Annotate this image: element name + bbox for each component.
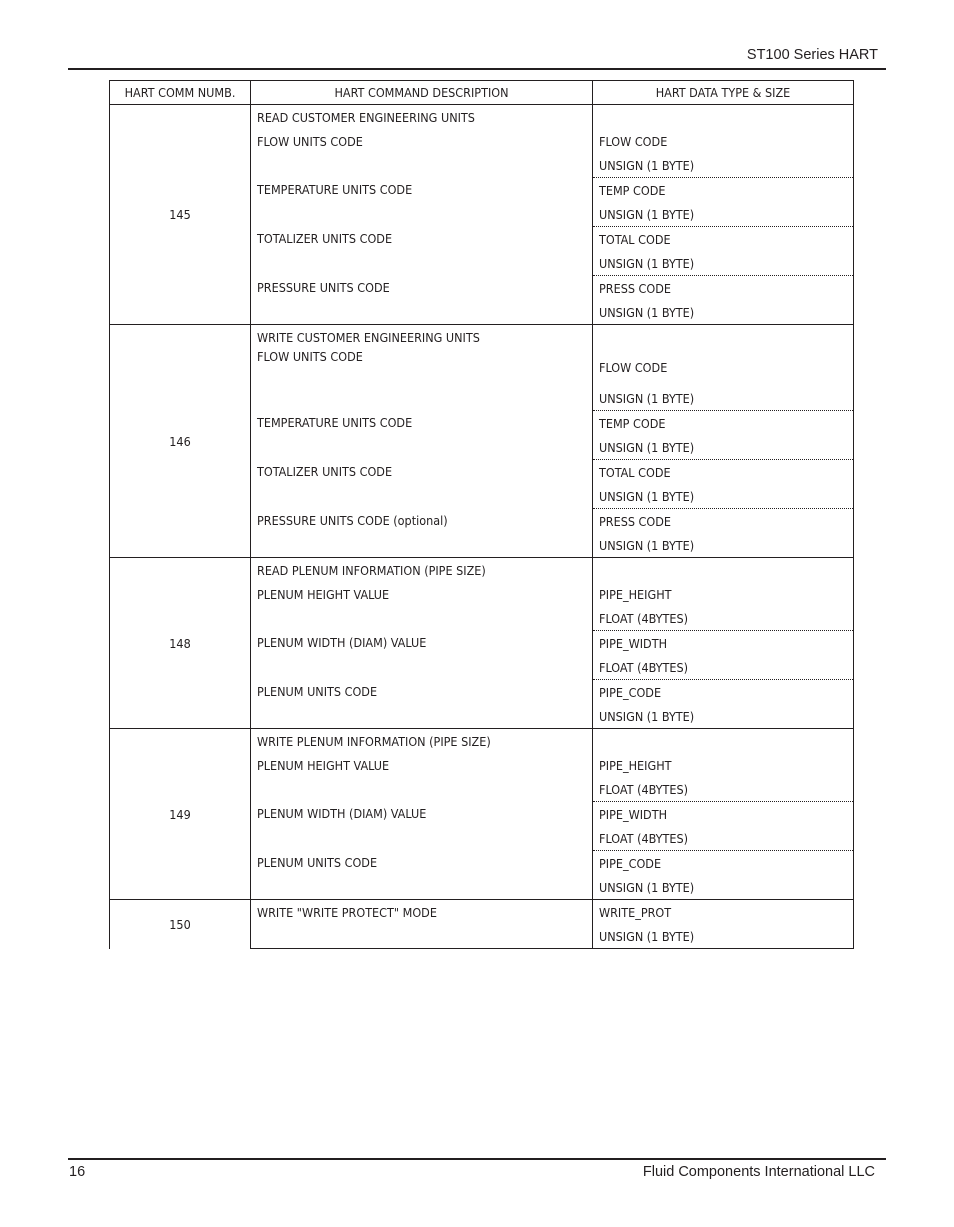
running-header: [68, 46, 886, 70]
table-row: [110, 900, 854, 925]
command-description: [251, 533, 593, 558]
command-description: PRESSURE UNITS CODE: [251, 276, 593, 301]
data-type: TOTAL CODE: [593, 227, 854, 252]
data-type: TEMP CODE: [593, 178, 854, 203]
command-description: TEMPERATURE UNITS CODE: [251, 178, 593, 203]
command-description: FLOW UNITS CODE: [251, 129, 593, 153]
command-description: WRITE "WRITE PROTECT" MODE: [251, 900, 593, 925]
data-type: UNSIGN (1 BYTE): [593, 533, 854, 558]
data-type: UNSIGN (1 BYTE): [593, 875, 854, 900]
data-type: UNSIGN (1 BYTE): [593, 435, 854, 460]
command-description: TEMPERATURE UNITS CODE: [251, 411, 593, 436]
data-type: [593, 729, 854, 754]
command-description: PLENUM UNITS CODE: [251, 851, 593, 876]
page-number: 16: [69, 1164, 86, 1180]
command-description: PLENUM WIDTH (DIAM) VALUE: [251, 802, 593, 827]
data-type: [593, 558, 854, 583]
data-type: UNSIGN (1 BYTE): [593, 202, 854, 227]
command-description: PRESSURE UNITS CODE (optional): [251, 509, 593, 534]
command-number: 145: [110, 105, 251, 325]
data-type: TOTAL CODE: [593, 460, 854, 485]
command-description: [251, 924, 593, 949]
document-title: ST100 Series HART: [746, 47, 878, 63]
command-description: [251, 300, 593, 325]
hart-command-table: [109, 80, 854, 949]
table-row: [110, 729, 854, 754]
table-row: [110, 105, 854, 130]
command-description: PLENUM HEIGHT VALUE: [251, 582, 593, 606]
data-type: FLOAT (4BYTES): [593, 655, 854, 680]
command-description: PLENUM WIDTH (DIAM) VALUE: [251, 631, 593, 656]
data-type: PRESS CODE: [593, 509, 854, 534]
command-description: [251, 826, 593, 851]
column-header-comm-numb: HART COMM NUMB.: [110, 81, 251, 105]
command-description: READ PLENUM INFORMATION (PIPE SIZE): [251, 558, 593, 583]
command-description: PLENUM HEIGHT VALUE: [251, 753, 593, 777]
data-type: PRESS CODE: [593, 276, 854, 301]
data-type: UNSIGN (1 BYTE): [593, 251, 854, 276]
data-type: [593, 325, 854, 350]
command-number: 146: [110, 325, 251, 558]
data-type: FLOAT (4BYTES): [593, 826, 854, 851]
command-description: FLOW UNITS CODE: [251, 349, 593, 386]
data-type: UNSIGN (1 BYTE): [593, 153, 854, 178]
running-footer: [68, 1158, 886, 1180]
command-description: [251, 777, 593, 802]
data-type: UNSIGN (1 BYTE): [593, 924, 854, 949]
command-description: WRITE CUSTOMER ENGINEERING UNITS: [251, 325, 593, 350]
command-description: [251, 704, 593, 729]
data-type: WRITE_PROT: [593, 900, 854, 925]
data-type: [593, 105, 854, 130]
data-type: PIPE_WIDTH: [593, 631, 854, 656]
table-row: [110, 325, 854, 350]
command-description: [251, 202, 593, 227]
data-type: UNSIGN (1 BYTE): [593, 386, 854, 411]
command-number: 150: [110, 900, 251, 949]
command-description: [251, 606, 593, 631]
table-row: [110, 558, 854, 583]
command-description: PLENUM UNITS CODE: [251, 680, 593, 705]
command-description: WRITE PLENUM INFORMATION (PIPE SIZE): [251, 729, 593, 754]
command-description: [251, 153, 593, 178]
data-type: PIPE_CODE: [593, 680, 854, 705]
company-name: Fluid Components International LLC: [642, 1164, 875, 1180]
command-description: TOTALIZER UNITS CODE: [251, 227, 593, 252]
command-description: [251, 484, 593, 509]
data-type: UNSIGN (1 BYTE): [593, 484, 854, 509]
data-type: FLOW CODE: [593, 129, 854, 153]
command-description: [251, 875, 593, 900]
data-type: PIPE_HEIGHT: [593, 753, 854, 777]
command-description: [251, 655, 593, 680]
command-description: TOTALIZER UNITS CODE: [251, 460, 593, 485]
data-type: PIPE_CODE: [593, 851, 854, 876]
command-number: 149: [110, 729, 251, 900]
data-type: FLOW CODE: [593, 349, 854, 386]
data-type: FLOAT (4BYTES): [593, 606, 854, 631]
column-header-description: HART COMMAND DESCRIPTION: [251, 81, 593, 105]
table-header-row: [110, 81, 854, 105]
data-type: UNSIGN (1 BYTE): [593, 300, 854, 325]
command-description: READ CUSTOMER ENGINEERING UNITS: [251, 105, 593, 130]
command-description: [251, 386, 593, 411]
column-header-data-type: HART DATA TYPE & SIZE: [593, 81, 854, 105]
command-description: [251, 435, 593, 460]
command-number: 148: [110, 558, 251, 729]
command-description: [251, 251, 593, 276]
data-type: TEMP CODE: [593, 411, 854, 436]
data-type: UNSIGN (1 BYTE): [593, 704, 854, 729]
data-type: FLOAT (4BYTES): [593, 777, 854, 802]
data-type: PIPE_HEIGHT: [593, 582, 854, 606]
data-type: PIPE_WIDTH: [593, 802, 854, 827]
